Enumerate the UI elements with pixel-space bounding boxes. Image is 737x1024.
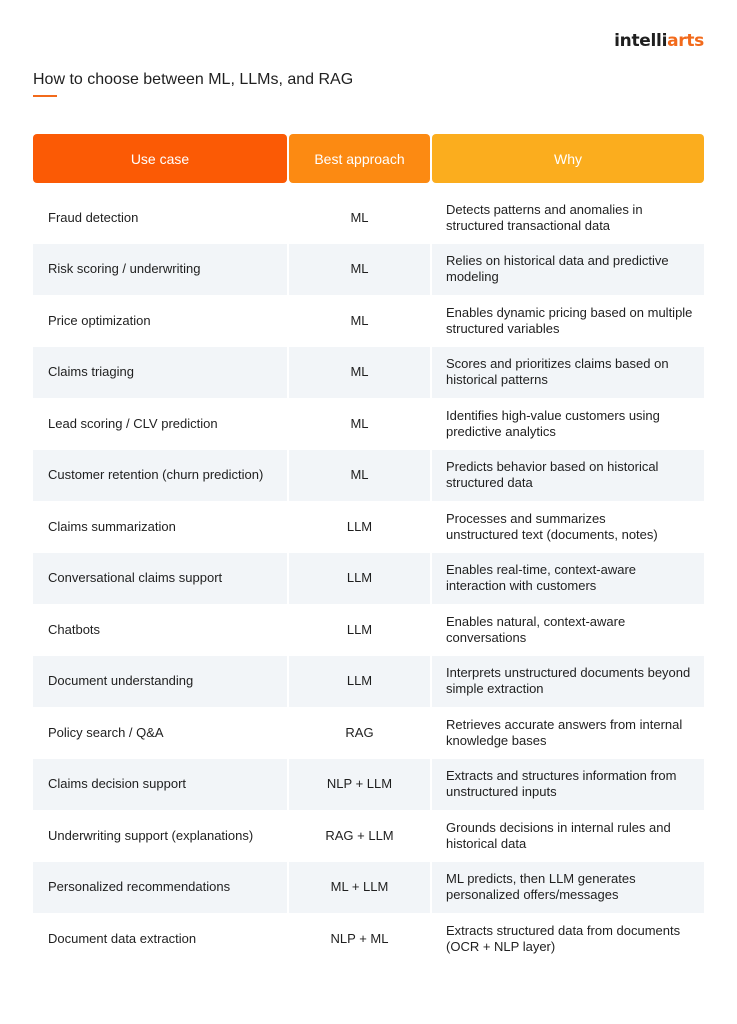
table-row bbox=[33, 295, 704, 347]
table-body bbox=[33, 192, 704, 965]
table-row bbox=[33, 759, 704, 811]
cell-best-approach: LLM bbox=[289, 656, 430, 708]
table-row bbox=[33, 913, 704, 965]
table-row bbox=[33, 192, 704, 244]
cell-why-line: Enables natural, context-aware bbox=[446, 613, 626, 629]
cell-use-case: Claims summarization bbox=[48, 518, 176, 534]
cell-why bbox=[432, 759, 704, 811]
cell-use-case: Lead scoring / CLV prediction bbox=[48, 415, 218, 431]
cell-why-text bbox=[446, 253, 669, 285]
cell-why bbox=[432, 913, 704, 965]
cell-why-line: personalized offers/messages bbox=[446, 887, 619, 903]
cell-use-case: Claims triaging bbox=[33, 347, 287, 399]
cell-best-approach: NLP + LLM bbox=[289, 759, 430, 811]
header-best-approach: Best approach bbox=[289, 134, 430, 183]
cell-why-text bbox=[446, 768, 676, 800]
cell-best-approach: ML bbox=[350, 312, 369, 328]
cell-best-approach: RAG bbox=[345, 724, 374, 740]
cell-why bbox=[432, 553, 704, 605]
cell-why-text bbox=[446, 665, 690, 697]
cell-why bbox=[432, 501, 704, 553]
cell-best-approach: ML bbox=[350, 209, 369, 225]
cell-best-approach: RAG + LLM bbox=[325, 827, 394, 843]
table-row bbox=[33, 244, 704, 296]
logo-text-main: intelli bbox=[614, 31, 668, 51]
cell-why-line: Extracts structured data from documents bbox=[446, 922, 681, 938]
cell-why-line: modeling bbox=[446, 269, 499, 285]
cell-why-line: (OCR + NLP layer) bbox=[446, 938, 556, 954]
cell-why-line: unstructured text (documents, notes) bbox=[446, 526, 658, 542]
cell-why bbox=[432, 347, 704, 399]
cell-why-line: interaction with customers bbox=[446, 578, 597, 594]
cell-use-case: Conversational claims support bbox=[33, 553, 287, 605]
table-row bbox=[33, 862, 704, 914]
header-why: Why bbox=[432, 134, 704, 183]
cell-why bbox=[432, 604, 704, 656]
cell-why-text bbox=[446, 923, 680, 955]
cell-best-approach: ML bbox=[350, 415, 369, 431]
cell-why-text bbox=[446, 614, 625, 646]
cell-why bbox=[432, 656, 704, 708]
table-row bbox=[33, 810, 704, 862]
cell-use-case: Chatbots bbox=[48, 621, 101, 637]
cell-why-line: Enables dynamic pricing based on multiple bbox=[446, 304, 693, 320]
cell-why-text bbox=[446, 871, 636, 903]
comparison-table bbox=[33, 134, 704, 965]
cell-why-text bbox=[446, 820, 671, 852]
cell-why-line: simple extraction bbox=[446, 681, 544, 697]
cell-best-approach: LLM bbox=[346, 621, 373, 637]
cell-use-case: Underwriting support (explanations) bbox=[48, 827, 254, 843]
cell-why-line: Interprets unstructured documents beyond bbox=[446, 665, 691, 681]
cell-why-line: Identifies high-value customers using bbox=[446, 407, 660, 423]
table-row bbox=[33, 553, 704, 605]
cell-why-line: Relies on historical data and predictive bbox=[446, 253, 669, 269]
logo-text-accent: arts bbox=[667, 31, 704, 51]
cell-why-text bbox=[446, 717, 682, 749]
cell-why-line: ML predicts, then LLM generates bbox=[446, 871, 636, 887]
cell-why-line: predictive analytics bbox=[446, 423, 556, 439]
page-title: How to choose between ML, LLMs, and RAG bbox=[33, 71, 354, 88]
table-row bbox=[33, 604, 704, 656]
cell-why bbox=[432, 398, 704, 450]
cell-why bbox=[432, 450, 704, 502]
cell-why-line: Scores and prioritizes claims based on bbox=[446, 356, 669, 372]
cell-use-case: Customer retention (churn prediction) bbox=[33, 450, 287, 502]
header-use-case: Use case bbox=[33, 134, 287, 183]
cell-use-case: Policy search / Q&A bbox=[48, 724, 164, 740]
cell-why-line: Enables real-time, context-aware bbox=[446, 562, 637, 578]
cell-use-case: Fraud detection bbox=[48, 209, 139, 225]
cell-why-text bbox=[446, 356, 669, 388]
cell-why-line: Predicts behavior based on historical bbox=[446, 459, 659, 475]
cell-why-text bbox=[446, 562, 636, 594]
cell-best-approach: LLM bbox=[289, 553, 430, 605]
cell-use-case: Personalized recommendations bbox=[33, 862, 287, 914]
cell-why-line: historical data bbox=[446, 835, 527, 851]
table-row bbox=[33, 347, 704, 399]
cell-why-line: Grounds decisions in internal rules and bbox=[446, 819, 671, 835]
title-underline bbox=[33, 95, 57, 97]
table-row bbox=[33, 450, 704, 502]
cell-best-approach: LLM bbox=[346, 518, 373, 534]
cell-why-line: historical patterns bbox=[446, 372, 548, 388]
cell-why-text bbox=[446, 305, 692, 337]
cell-why-text bbox=[446, 459, 658, 491]
cell-why-line: structured transactional data bbox=[446, 217, 611, 233]
cell-use-case: Document understanding bbox=[33, 656, 287, 708]
cell-why-line: conversations bbox=[446, 629, 527, 645]
cell-why-text bbox=[446, 408, 660, 440]
cell-why-text bbox=[446, 202, 643, 234]
cell-why bbox=[432, 707, 704, 759]
table-row bbox=[33, 656, 704, 708]
cell-why bbox=[432, 192, 704, 244]
cell-why-line: structured variables bbox=[446, 320, 560, 336]
cell-why-line: knowledge bases bbox=[446, 732, 547, 748]
table-row bbox=[33, 707, 704, 759]
cell-use-case: Price optimization bbox=[48, 312, 151, 328]
cell-best-approach: ML + LLM bbox=[289, 862, 430, 914]
cell-why bbox=[432, 244, 704, 296]
cell-use-case: Claims decision support bbox=[33, 759, 287, 811]
cell-best-approach: ML bbox=[289, 244, 430, 296]
cell-why-line: Detects patterns and anomalies in bbox=[446, 201, 643, 217]
cell-why bbox=[432, 810, 704, 862]
cell-use-case: Risk scoring / underwriting bbox=[33, 244, 287, 296]
cell-best-approach: ML bbox=[289, 450, 430, 502]
cell-why-line: Retrieves accurate answers from internal bbox=[446, 716, 683, 732]
cell-why-line: structured data bbox=[446, 475, 533, 491]
cell-why-text bbox=[446, 511, 658, 543]
table-header-row bbox=[33, 134, 704, 183]
cell-why bbox=[432, 862, 704, 914]
cell-best-approach: ML bbox=[289, 347, 430, 399]
table-row bbox=[33, 398, 704, 450]
intelliarts-logo bbox=[614, 31, 704, 51]
cell-use-case: Document data extraction bbox=[48, 930, 197, 946]
table-row bbox=[33, 501, 704, 553]
cell-why-line: Processes and summarizes bbox=[446, 510, 606, 526]
cell-why-line: Extracts and structures information from bbox=[446, 768, 677, 784]
cell-why-line: unstructured inputs bbox=[446, 784, 557, 800]
cell-best-approach: NLP + ML bbox=[330, 930, 389, 946]
cell-why bbox=[432, 295, 704, 347]
